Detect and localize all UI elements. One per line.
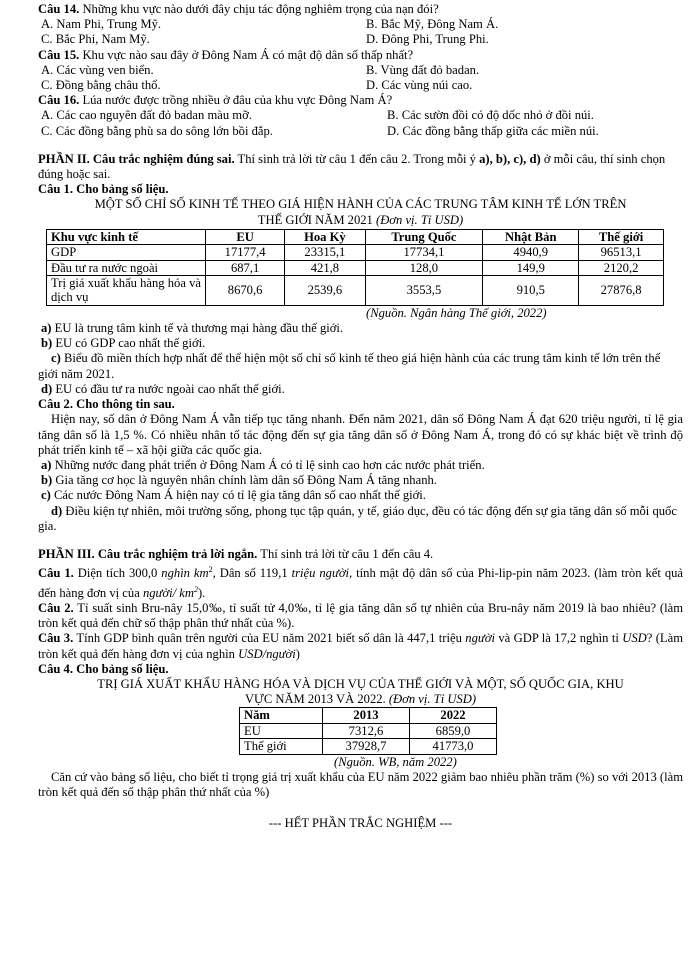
table-cell: 27876,8 — [579, 276, 664, 306]
table-row — [47, 245, 664, 260]
table-1-source: (Nguồn. Ngân hàng Thế giới, 2022) — [366, 305, 547, 320]
end-of-section-marker: --- HẾT PHẦN TRẮC NGHIỆM --- — [268, 816, 453, 831]
option-b: B. Vùng đất đỏ badan. — [366, 62, 480, 77]
table-2-title-line-2: VỰC NĂM 2013 VÀ 2022. (Đơn vị. Tỉ USD) — [244, 692, 477, 707]
table-header: Năm — [240, 708, 323, 723]
table-cell: 421,8 — [285, 260, 365, 275]
question-15-options — [41, 63, 683, 93]
option-b: B. Bắc Mỹ, Đông Nam Á. — [366, 17, 499, 32]
table-header: 2022 — [410, 708, 497, 723]
table-header-row — [47, 229, 664, 244]
statement-b: b) Gia tăng cơ học là nguyên nhân chính làm dân số Đông Nam Á tăng nhanh. — [41, 473, 437, 488]
table-cell: EU — [240, 723, 323, 738]
table-cell: 41773,0 — [410, 739, 497, 754]
option-c: C. Bắc Phi, Nam Mỹ. — [41, 32, 150, 47]
table-cell: 128,0 — [365, 260, 483, 275]
table-1-title: MỘT SỐ CHỈ SỐ KINH TẾ THEO GIÁ HIỆN HÀNH CỦA CÁC TRUNG TÂM KINH TẾ LỚN TRÊN — [94, 197, 627, 212]
statement-b: b) EU có GDP cao nhất thế giới. — [41, 336, 206, 351]
table-header: Thế giới — [579, 229, 664, 244]
option-d: D. Đông Phi, Trung Phi. — [366, 32, 489, 47]
part-3-heading: PHẦN III. Câu trắc nghiệm trả lời ngắn. Thí sinh trả lời từ câu 1 đến câu 4. — [38, 546, 434, 561]
table-cell: 149,9 — [483, 260, 579, 275]
table-cell: GDP — [47, 245, 206, 260]
table-header: Trung Quốc — [365, 229, 483, 244]
table-cell: 2539,6 — [285, 276, 365, 306]
table-cell: Thế giới — [240, 739, 323, 754]
table-header: 2013 — [323, 708, 410, 723]
option-a: A. Các cao nguyên đất đỏ badan màu mỡ. — [41, 108, 252, 123]
question-14-options — [41, 17, 683, 47]
question-16: Câu 16. Lúa nước được trồng nhiều ở đâu của khu vực Đông Nam Á? — [38, 93, 393, 108]
table-row — [47, 260, 664, 275]
table-cell: 8670,6 — [206, 276, 285, 306]
statement-d: d) EU có đầu tư ra nước ngoài cao nhất thế giới. — [41, 381, 285, 396]
table-2-title: TRỊ GIÁ XUẤT KHẨU HÀNG HÓA VÀ DỊCH VỤ CỦA THẾ GIỚI VÀ MỘT, SỐ QUỐC GIA, KHU — [97, 676, 624, 691]
option-a: A. Các vùng ven biển. — [41, 62, 154, 77]
table-cell: 17177,4 — [206, 245, 285, 260]
statement-d: d) Điều kiện tự nhiên, môi trường sống, phong tục tập quán, y tế, giáo dục, đều có tác động đến sự gia tăng dân số mỗi quốc gia. — [38, 503, 677, 533]
question-15: Câu 15. Khu vực nào sau đây ở Đông Nam Á có mật độ dân số thấp nhất? — [38, 47, 414, 62]
option-b: B. Các sườn đồi có độ dốc nhỏ ở đồi núi. — [387, 108, 594, 123]
question-14: Câu 14. Những khu vực nào dưới đây chịu tác động nghiêm trọng của nạn đói? — [38, 2, 439, 16]
part-3-question-4-label: Câu 4. Cho bảng số liệu. — [38, 661, 169, 676]
table-row — [240, 739, 497, 754]
part-3-question-2: Câu 2. Tỉ suất sinh Bru-nây 15,0‰, tỉ suất tử 4,0‰, tỉ lệ gia tăng dân số tự nhiên của Bru-nây năm 2019 là bao nhiêu? (làm tròn kết quả đến chữ số thập phân thứ nhất của %). — [38, 600, 683, 631]
part-3-question-3: Câu 3. Tính GDP bình quân trên người của EU năm 2021 biết số dân là 447,1 triệu người và GDP là 17,2 nghìn tỉ USD? (Làm tròn kết quả đến hàng đơn vị của nghìn USD/người) — [38, 631, 683, 661]
table-cell: 910,5 — [483, 276, 579, 306]
table-cell: 4940,9 — [483, 245, 579, 260]
export-value-table — [239, 707, 497, 754]
part-2-heading: PHẦN II. Câu trắc nghiệm đúng sai. Thí sinh trả lời từ câu 1 đến câu 2. Trong mỗi ý a), b), c), d) ở mỗi câu, thí sinh chọn đúng hoặc sai. — [38, 151, 666, 182]
part-2-question-1-label: Câu 1. Cho bảng số liệu. — [38, 182, 169, 197]
statement-a: a) Những nước đang phát triển ở Đông Nam Á có tỉ lệ sinh cao hơn các nước phát triển. — [41, 457, 485, 472]
part-3-question-4-text: Căn cứ vào bảng số liệu, cho biết tỉ trọng giá trị xuất khẩu của EU năm 2022 giảm bao nhiêu phần trăm (%) so với 2013 (làm tròn kết quả đến số thập phân thứ nhất của %) — [38, 769, 683, 799]
table-cell: 7312,6 — [323, 723, 410, 738]
table-cell: 6859,0 — [410, 723, 497, 738]
question-16-options — [41, 108, 683, 138]
info-paragraph: Hiện nay, số dân ở Đông Nam Á vẫn tiếp tục tăng nhanh. Đến năm 2021, dân số Đông Nam Á đạt 620 triệu người, tỉ lệ gia tăng dân số là 1,5 %. Có nhiều nhân tố tác động đến sự gia tăng dân số ở Đông Nam Á, trong đó có sự khác biệt về trình độ phát triển kinh tế – xã hội giữa các quốc gia. — [38, 412, 683, 457]
table-cell: 96513,1 — [579, 245, 664, 260]
option-c: C. Các đồng bằng phù sa do sông lớn bồi đắp. — [41, 123, 273, 138]
table-2-source: (Nguồn. WB, năm 2022) — [334, 754, 457, 769]
option-d: D. Các vùng núi cao. — [366, 78, 473, 93]
table-cell: 37928,7 — [323, 739, 410, 754]
part-2-question-2-label: Câu 2. Cho thông tin sau. — [38, 397, 175, 412]
table-cell: Trị giá xuất khẩu hàng hóa và dịch vụ — [47, 276, 206, 306]
table-cell: 23315,1 — [285, 245, 365, 260]
table-header-row — [240, 708, 497, 723]
economic-indicators-table — [46, 229, 664, 306]
table-cell: 687,1 — [206, 260, 285, 275]
option-a: A. Nam Phi, Trung Mỹ. — [41, 17, 162, 32]
table-cell: 17734,1 — [365, 245, 483, 260]
table-header: Hoa Kỳ — [285, 229, 365, 244]
option-d: D. Các đồng bằng thấp giữa các miền núi. — [387, 123, 599, 138]
statement-a: a) EU là trung tâm kinh tế và thương mại hàng đầu thế giới. — [41, 321, 344, 336]
table-row — [240, 723, 497, 738]
table-cell: Đầu tư ra nước ngoài — [47, 260, 206, 275]
table-header: Nhật Bản — [483, 229, 579, 244]
table-cell: 2120,2 — [579, 260, 664, 275]
statement-c: c) Biểu đồ miền thích hợp nhất để thể hiện một số chỉ số kinh tế theo giá hiện hành của các trung tâm kinh tế lớn trên thế giới năm 2021. — [38, 351, 661, 381]
table-cell: 3553,5 — [365, 276, 483, 306]
table-header: EU — [206, 229, 285, 244]
table-1-title-line-2: THẾ GIỚI NĂM 2021 (Đơn vị. Tỉ USD) — [257, 212, 464, 227]
statement-c: c) Các nước Đông Nam Á hiện nay có tỉ lệ gia tăng dân số cao nhất thế giới. — [41, 488, 426, 503]
table-header: Khu vực kinh tế — [47, 229, 206, 244]
option-c: C. Đồng bằng châu thổ. — [41, 78, 161, 93]
part-3-question-1: Câu 1. Diện tích 300,0 nghìn $km^2$, Dân số 119,1 triệu người, tính mật độ dân số của Phi-lip-pin năm 2023. (làm tròn kết quả đến hàng đơn vị của người/ $km^2$). — [38, 565, 683, 600]
table-row — [47, 276, 664, 306]
